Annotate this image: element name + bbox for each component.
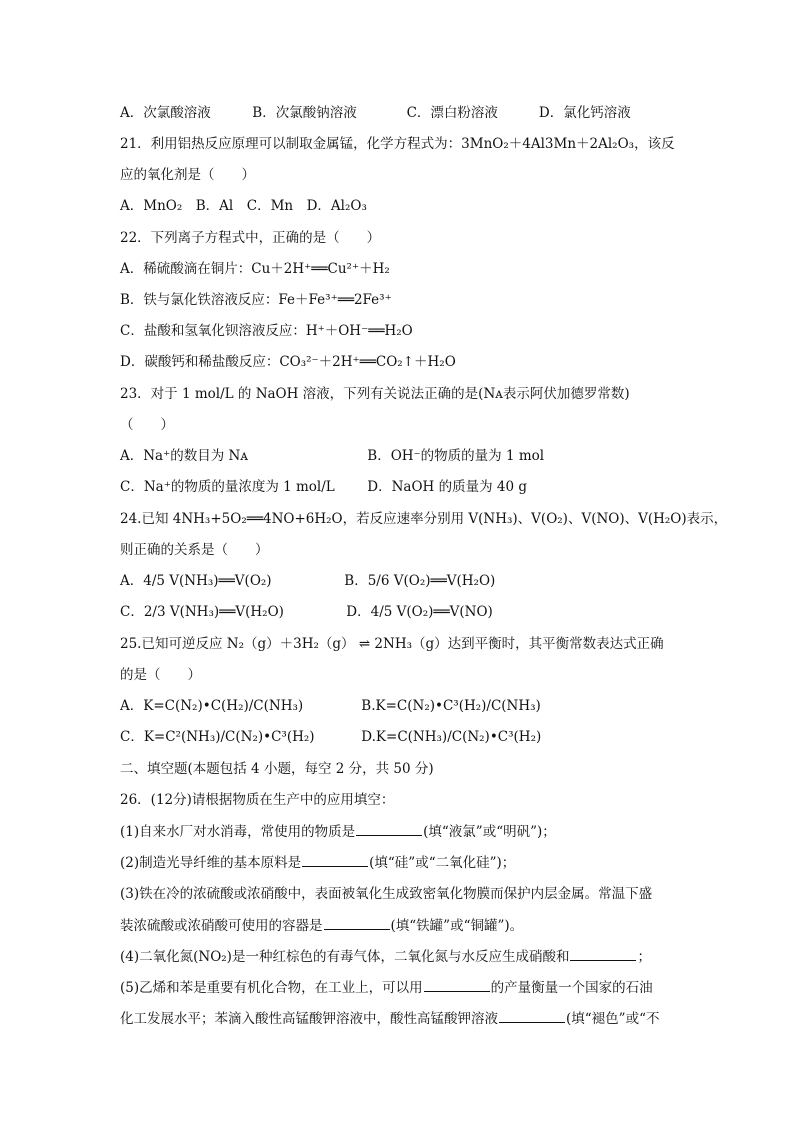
q24-stem-line1: 24.已知 4NH₃+5O₂══4NO+6H₂O，若反应速率分别用 V(NH₃)、V(O₂)、V(NO)、V(H₂O)表示， [120, 511, 728, 527]
q26-part2 [120, 852, 680, 874]
q25-option-d: D.K=C(NH₃)/C(N₂)•C³(H₂) [361, 729, 542, 745]
q26-part5-text2: 化工发展水平；苯滴入酸性高锰酸钾溶液中，酸性高锰酸钾溶液 [120, 1011, 498, 1027]
q26-part4-text: (4)二氧化氮(NO₂)是一种红棕色的有毒气体，二氧化氮与水反应生成硝酸和 [120, 949, 570, 965]
q22-option-b: B．铁与氯化铁溶液反应：Fe＋Fe³⁺══2Fe³⁺ [120, 292, 392, 308]
q21-stem-line1: 21．利用铝热反应原理可以制取金属锰，化学方程式为：3MnO₂＋4Al3Mn＋2Al₂O₃，该反 [120, 136, 675, 152]
q22-stem: 22．下列离子方程式中，正确的是（ ） [120, 230, 381, 246]
q22-option-c: C．盐酸和氢氧化钡溶液反应：H⁺＋OH⁻══H₂O [120, 323, 413, 339]
q26-part5-blank2[interactable] [499, 1008, 565, 1023]
q22-option-a: A．稀硫酸滴在铜片：Cu＋2H⁺══Cu²⁺＋H₂ [120, 261, 390, 277]
q23-option-a: A．Na⁺的数目为 Nᴀ [120, 448, 248, 464]
q25-options-row1 [120, 696, 680, 718]
q26-part3-hint: (填“铁罐”或“铜罐”)。 [390, 918, 524, 934]
q26-part1-hint: (填“液氯”或“明矾”)； [423, 824, 556, 840]
section2-heading: 二、填空题(本题包括 4 小题，每空 2 分，共 50 分) [120, 761, 434, 777]
q24-options-row2 [120, 602, 680, 624]
q26-part5-text-cont: 的产量衡量一个国家的石油 [490, 980, 653, 996]
q26-part5-line2 [120, 1008, 680, 1030]
q24-option-c: C．2/3 V(NH₃)══V(H₂O) [120, 604, 284, 620]
q26-part1-blank[interactable] [356, 821, 422, 836]
q23-stem-line2: （ ） [120, 417, 174, 433]
q22-option-d: D．碳酸钙和稀盐酸反应：CO₃²⁻＋2H⁺══CO₂↑＋H₂O [120, 354, 456, 370]
q26-part5-text: (5)乙烯和苯是重要有机化合物，在工业上，可以用 [120, 980, 423, 996]
q26-part3-text: 装浓硫酸或浓硝酸可使用的容器是 [120, 918, 323, 934]
q24-option-d: D．4/5 V(O₂)══V(NO) [346, 604, 493, 620]
q24-stem-line2: 则正确的关系是（ ） [120, 542, 269, 558]
q26-part2-blank[interactable] [302, 852, 368, 867]
q26-part2-hint: (填“硅”或“二氧化硅”)； [369, 855, 516, 871]
q24-option-b: B．5/6 V(O₂)══V(H₂O) [344, 573, 496, 589]
q26-part5-blank1[interactable] [424, 977, 490, 992]
q26-part3-line1: (3)铁在冷的浓硫酸或浓硝酸中，表面被氧化生成致密氧化物膜而保护内层金属。常温下盛 [120, 886, 653, 902]
q25-option-a: A．K=C(N₂)•C(H₂)/C(NH₃) [120, 698, 304, 714]
q26-part4 [120, 946, 680, 968]
q24-options-row1 [120, 571, 680, 593]
q26-part3-line2 [120, 915, 680, 937]
q26-part5-hint: (填“褪色”或“不 [566, 1011, 660, 1027]
q25-option-b: B.K=C(N₂)•C³(H₂)/C(NH₃) [361, 698, 541, 714]
q23-stem-line1: 23．对于 1 mol/L 的 NaOH 溶液，下列有关说法正确的是(Nᴀ表示阿伏加德罗常数) [120, 386, 630, 402]
q26-part3-blank[interactable] [324, 915, 390, 930]
q26-stem: 26．(12分)请根据物质在生产中的应用填空： [120, 792, 395, 808]
q23-option-c: C．Na⁺的物质的量浓度为 1 mol/L [120, 479, 335, 495]
q23-options-row2 [120, 477, 680, 499]
q20-options-row [120, 103, 680, 125]
q21-stem-line2: 应的氧化剂是（ ） [120, 167, 255, 183]
q20-option-d: D．氯化钙溶液 [538, 105, 631, 121]
q24-option-a: A．4/5 V(NH₃)══V(O₂) [120, 573, 272, 589]
q23-options-row1 [120, 446, 680, 468]
q25-stem-line2: 的是（ ） [120, 667, 201, 683]
q20-option-a: A．次氯酸溶液 [120, 105, 211, 121]
q23-option-b: B．OH⁻的物质的量为 1 mol [367, 448, 545, 464]
q26-part1-text: (1)自来水厂对水消毒，常使用的物质是 [120, 824, 356, 840]
q26-part4-hint: ； [637, 949, 651, 965]
q26-part4-blank[interactable] [570, 946, 636, 961]
q25-options-row2 [120, 727, 680, 749]
q23-option-d: D．NaOH 的质量为 40 g [367, 479, 528, 495]
q20-option-b: B．次氯酸钠溶液 [252, 105, 357, 121]
q26-part2-text: (2)制造光导纤维的基本原料是 [120, 855, 302, 871]
q25-option-c: C．K=C²(NH₃)/C(N₂)•C³(H₂) [120, 729, 315, 745]
q21-options: A．MnO₂ B．Al C．Mn D．Al₂O₃ [120, 198, 367, 214]
q25-stem-line1: 25.已知可逆反应 N₂（g）＋3H₂（g） ⇌ 2NH₃（g）达到平衡时，其平衡常数表达式正确 [120, 636, 664, 652]
q26-part1 [120, 821, 680, 843]
q26-part5-line1 [120, 977, 680, 999]
q20-option-c: C．漂白粉溶液 [406, 105, 498, 121]
